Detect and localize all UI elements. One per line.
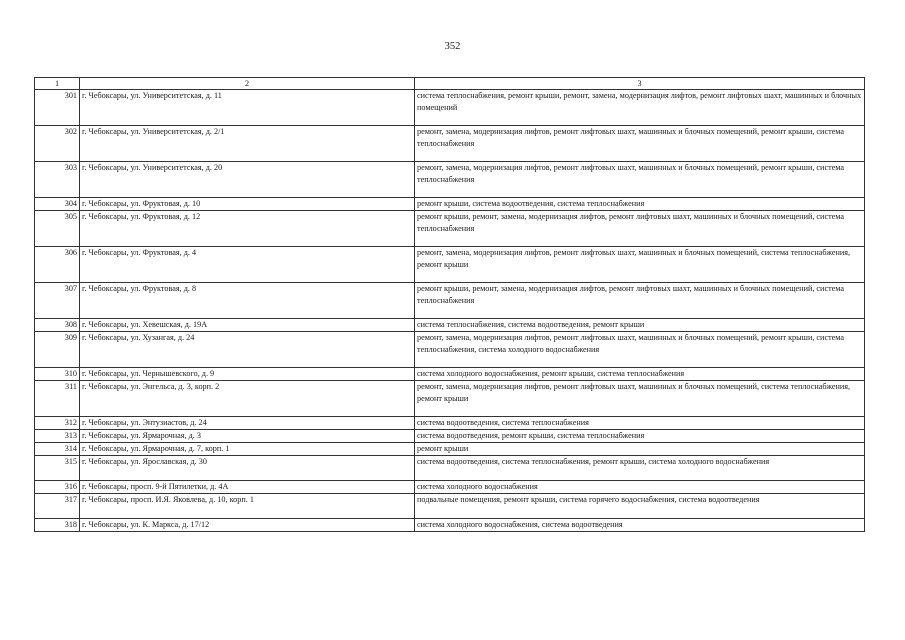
row-works: ремонт крыши xyxy=(415,443,865,456)
row-address: г. Чебоксары, ул. Университетская, д. 11 xyxy=(80,90,415,126)
column-header-1: 1 xyxy=(35,78,80,90)
table-row xyxy=(35,443,865,456)
table-row xyxy=(35,211,865,247)
row-address: г. Чебоксары, ул. Фруктовая, д. 12 xyxy=(80,211,415,247)
row-works: ремонт, замена, модернизация лифтов, ремонт лифтовых шахт, машинных и блочных помещений, ремонт крыши, система теплоснабжения, система холодного водоснабжения xyxy=(415,332,865,368)
row-number: 306 xyxy=(35,247,80,283)
row-number: 311 xyxy=(35,381,80,417)
table-row xyxy=(35,368,865,381)
row-number: 315 xyxy=(35,456,80,481)
row-address: г. Чебоксары, просп. 9-й Пятилетки, д. 4А xyxy=(80,481,415,494)
table-row xyxy=(35,90,865,126)
page-number: 352 xyxy=(444,41,461,52)
row-number: 301 xyxy=(35,90,80,126)
row-works: ремонт, замена, модернизация лифтов, ремонт лифтовых шахт, машинных и блочных помещений, ремонт крыши, система теплоснабжения xyxy=(415,162,865,198)
row-address: г. Чебоксары, ул. Хузангая, д. 24 xyxy=(80,332,415,368)
row-address: г. Чебоксары, ул. Ярославская, д. 30 xyxy=(80,456,415,481)
row-number: 304 xyxy=(35,198,80,211)
row-address: г. Чебоксары, ул. Ярмарочная, д. 7, корп. 1 xyxy=(80,443,415,456)
row-works: ремонт крыши, ремонт, замена, модернизация лифтов, ремонт лифтовых шахт, машинных и блочных помещений, система теплоснабжения xyxy=(415,211,865,247)
table-row xyxy=(35,494,865,519)
table-row xyxy=(35,519,865,532)
row-number: 314 xyxy=(35,443,80,456)
row-number: 312 xyxy=(35,417,80,430)
row-number: 308 xyxy=(35,319,80,332)
table-row xyxy=(35,481,865,494)
table-row xyxy=(35,283,865,319)
row-number: 317 xyxy=(35,494,80,519)
row-number: 316 xyxy=(35,481,80,494)
table-row xyxy=(35,198,865,211)
row-works: система холодного водоснабжения xyxy=(415,481,865,494)
row-works: система холодного водоснабжения, ремонт крыши, система теплоснабжения xyxy=(415,368,865,381)
row-address: г. Чебоксары, ул. Чернышевского, д. 9 xyxy=(80,368,415,381)
row-works: система теплоснабжения, ремонт крыши, ремонт, замена, модернизация лифтов, ремонт лифтовых шахт, машинных и блочных помещений xyxy=(415,90,865,126)
row-works: ремонт, замена, модернизация лифтов, ремонт лифтовых шахт, машинных и блочных помещений, ремонт крыши, система теплоснабжения xyxy=(415,126,865,162)
row-works: ремонт, замена, модернизация лифтов, ремонт лифтовых шахт, машинных и блочных помещений, система теплоснабжения, ремонт крыши xyxy=(415,247,865,283)
row-number: 303 xyxy=(35,162,80,198)
table-row xyxy=(35,319,865,332)
row-address: г. Чебоксары, ул. Хевешская, д. 19А xyxy=(80,319,415,332)
row-address: г. Чебоксары, ул. Фруктовая, д. 8 xyxy=(80,283,415,319)
row-number: 313 xyxy=(35,430,80,443)
column-header-3: 3 xyxy=(415,78,865,90)
row-works: система теплоснабжения, система водоотведения, ремонт крыши xyxy=(415,319,865,332)
table-row xyxy=(35,162,865,198)
table-row xyxy=(35,430,865,443)
row-works: ремонт, замена, модернизация лифтов, ремонт лифтовых шахт, машинных и блочных помещений, система теплоснабжения, ремонт крыши xyxy=(415,381,865,417)
row-works: ремонт крыши, система водоотведения, система теплоснабжения xyxy=(415,198,865,211)
row-number: 309 xyxy=(35,332,80,368)
table-row xyxy=(35,126,865,162)
table-header-row xyxy=(35,78,865,90)
row-address: г. Чебоксары, ул. К. Маркса, д. 17/12 xyxy=(80,519,415,532)
row-works: ремонт крыши, ремонт, замена, модернизация лифтов, ремонт лифтовых шахт, машинных и блочных помещений, система теплоснабжения xyxy=(415,283,865,319)
row-number: 307 xyxy=(35,283,80,319)
row-number: 305 xyxy=(35,211,80,247)
row-address: г. Чебоксары, просп. И.Я. Яковлева, д. 10, корп. 1 xyxy=(80,494,415,519)
table-row xyxy=(35,456,865,481)
table-row xyxy=(35,381,865,417)
works-table xyxy=(34,77,865,532)
row-number: 318 xyxy=(35,519,80,532)
row-works: система водоотведения, система теплоснабжения xyxy=(415,417,865,430)
row-address: г. Чебоксары, ул. Ярмарочная, д. 3 xyxy=(80,430,415,443)
column-header-2: 2 xyxy=(80,78,415,90)
row-address: г. Чебоксары, ул. Университетская, д. 2/1 xyxy=(80,126,415,162)
row-number: 310 xyxy=(35,368,80,381)
row-address: г. Чебоксары, ул. Энтузиастов, д. 24 xyxy=(80,417,415,430)
row-address: г. Чебоксары, ул. Энгельса, д. 3, корп. 2 xyxy=(80,381,415,417)
table-row xyxy=(35,417,865,430)
table-row xyxy=(35,332,865,368)
row-address: г. Чебоксары, ул. Фруктовая, д. 10 xyxy=(80,198,415,211)
row-number: 302 xyxy=(35,126,80,162)
table-row xyxy=(35,247,865,283)
row-address: г. Чебоксары, ул. Университетская, д. 20 xyxy=(80,162,415,198)
row-works: система холодного водоснабжения, система водоотведения xyxy=(415,519,865,532)
row-address: г. Чебоксары, ул. Фруктовая, д. 4 xyxy=(80,247,415,283)
row-works: система водоотведения, ремонт крыши, система теплоснабжения xyxy=(415,430,865,443)
row-works: система водоотведения, система теплоснабжения, ремонт крыши, система холодного водоснабжения xyxy=(415,456,865,481)
row-works: подвальные помещения, ремонт крыши, система горячего водоснабжения, система водоотведения xyxy=(415,494,865,519)
